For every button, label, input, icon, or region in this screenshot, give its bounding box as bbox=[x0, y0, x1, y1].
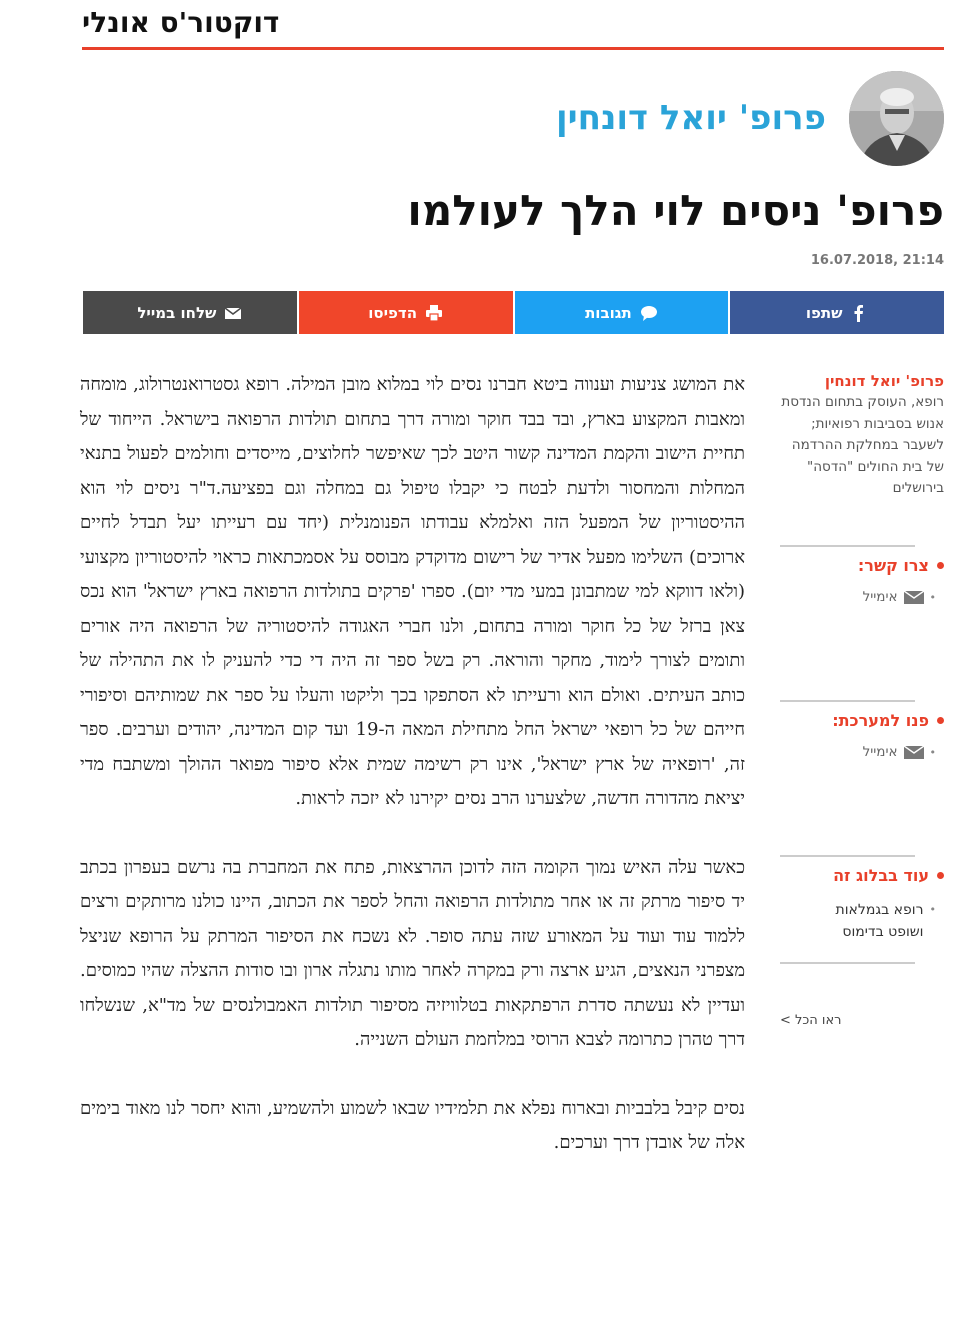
share-button[interactable] bbox=[728, 291, 944, 334]
article-body bbox=[80, 368, 745, 1195]
comment-icon bbox=[640, 304, 658, 322]
comments-label: תגובות bbox=[585, 303, 632, 322]
article-date: 21:14 ,16.07.2018 bbox=[810, 253, 944, 268]
article-paragraph: נסים קיבל בלבביות ובארוח נפלא את תלמידיו שבאו לשמוע ולהשמיע, והוא יחסר לנו מאוד בימים אלה של אובדן דרך וערכים. bbox=[80, 1097, 745, 1153]
editorial-email-link[interactable] bbox=[780, 744, 944, 760]
editorial-heading-label: פנו למערכת: bbox=[832, 711, 929, 730]
contact-section bbox=[780, 556, 944, 605]
more-in-blog-section bbox=[780, 866, 944, 943]
sidebar bbox=[780, 372, 944, 500]
print-icon bbox=[425, 304, 443, 322]
email-share-label: שלחו במייל bbox=[137, 303, 217, 322]
bullet-dot bbox=[937, 872, 944, 879]
site-header bbox=[82, 0, 944, 50]
envelope-icon bbox=[904, 591, 924, 604]
sidebar-divider bbox=[780, 962, 915, 964]
blog-post-link[interactable] bbox=[780, 899, 944, 943]
site-logo[interactable]: דוקטור'ס אונלי bbox=[82, 6, 280, 39]
sidebar-divider bbox=[780, 700, 915, 702]
print-button[interactable] bbox=[297, 291, 513, 334]
sidebar-divider bbox=[780, 545, 915, 547]
contact-heading bbox=[780, 556, 944, 575]
sidebar-author-bio: רופא, העוסק בתחום הנדסת אנוש בסביבות רפואיות; לשעבר במחלקת ההרדמה של בית החולים "הדסה" בירושלים bbox=[781, 394, 944, 496]
contact-email-label: אימייל bbox=[862, 589, 898, 605]
email-share-button[interactable] bbox=[83, 291, 297, 334]
bullet-dot bbox=[937, 717, 944, 724]
envelope-icon bbox=[224, 304, 242, 322]
envelope-icon bbox=[904, 746, 924, 759]
avatar-portrait bbox=[849, 71, 944, 166]
article-paragraph: כאשר עלה האיש נמוך הקומה הזה לדוכן ההרצאות, פתח את המחברת בה נרשם בעפרון בכתב יד סיפור מרתק זה או אחר מתולדות הרפואה והחל לספר את הכתוב, היינו כולנו מרותקים ורצים ללמוד עוד ועוד על המאורע שזה עתה סופר. לא נשכח את הסיפור המרתק על הרופא שניצל מצפרני הנאצים, הגיע ארצה ורק במקרה לאחר מותו נתגלה ארון ובו סודות ההצלה שהיו כמוסים. ועדיין לא נעשתה סדרת הרפתקאות בטלוויזיה מסיפור תולדות האמבולנסים של מד"א, שנשלחו דרך טהרן כתרומה לצבא הרוסי במלחמת העולם השנייה. bbox=[80, 856, 746, 1050]
bullet-dot bbox=[937, 562, 944, 569]
print-label: הדפיסו bbox=[368, 303, 417, 322]
bullet: • bbox=[929, 745, 936, 759]
sidebar-divider bbox=[780, 855, 915, 857]
bullet: • bbox=[929, 903, 936, 916]
article-title: פרופ' ניסים לוי הלך לעולמו bbox=[407, 186, 944, 235]
editorial-section bbox=[780, 711, 944, 760]
contact-heading-label: צרו קשר: bbox=[857, 556, 929, 575]
facebook-icon bbox=[850, 304, 868, 322]
see-all-link[interactable]: ראו הכל > bbox=[780, 1013, 842, 1028]
editorial-heading bbox=[780, 711, 944, 730]
sidebar-author-name[interactable]: פרופ' יואל דונחין bbox=[824, 372, 944, 390]
share-label: שתפו bbox=[805, 303, 843, 322]
contact-email-link[interactable] bbox=[780, 589, 944, 605]
more-in-blog-heading-label: עוד בבלוג זה bbox=[833, 866, 929, 885]
blog-post-title: רופא בגמלאות ושופט בדימוס bbox=[835, 902, 924, 940]
bullet: • bbox=[929, 590, 936, 604]
share-bar bbox=[83, 291, 944, 334]
editorial-email-label: אימייל bbox=[862, 744, 898, 760]
article-paragraph: את המושג צניעות וענווה ביטא חברנו נסים לוי במלוא מובן המילה. רופא גסטרואנטרולוג, מומחה ומאבות המקצוע בארץ, ובד בבד חוקר ומורה דרך בתחום תולדות הרפואה בישראל. הייחוד של תחיית הישוב והקמת המדינה קשור היטב לכך שאיפשר לחלוצים, מייסדים וחולמים לפעול בתנאי המחלות והמחסור ולדעת לבטח כי יקבלו טיפול גם במחלה וגם בפציעה.ד"ר ניסים לוי הוא ההיסטוריון של המפעל הזה ואלמלא עבודתו הפנומנלית (יחד עם רעייתו יעל תבדל לחיים ארוכים) השלימו מפעל אדיר של רישום מדוקדק מבוסס על אסמכתאות כראוי להיסטוריון מקצועי (ולאו דווקא למי שמתבונן במעי מדי יום). ספרו 'פרקים בתולדות הרפואה בארץ ישראל' הוא נכס צאן ברזל של כל חוקר ומורה בתחום, ולנו חברי האגודה להיסטוריה של הרפואה היה אורים ותומים לצורך לימוד, מחקר והוראה. רק בשל ספר זה היה די כדי להעניק לו את התהילה של כותב העיתים. ואולם הוא ורעייתו לא הסתפקו בכך וליקטו והעלו על ספר את שמותיהם וסיפורי חייהם של כל רופאי ישראל החל מתחילת המאה ה-19 ועד קום המדינה, יהודים וערבים. ספר זה, 'רופאיה של ארץ ישראל', אינו רק רשימה שמית אלא סיפור מפואר ההולך ומשתבח מדי יציאת מהדורה חדשה, שלצערנו הרב נסים יקירנו לא יזכה לראות. bbox=[80, 374, 745, 809]
author-name[interactable]: פרופ' יואל דונחין bbox=[555, 98, 826, 138]
comments-button[interactable] bbox=[513, 291, 729, 334]
author-avatar[interactable] bbox=[849, 71, 944, 166]
more-in-blog-heading bbox=[780, 866, 944, 885]
